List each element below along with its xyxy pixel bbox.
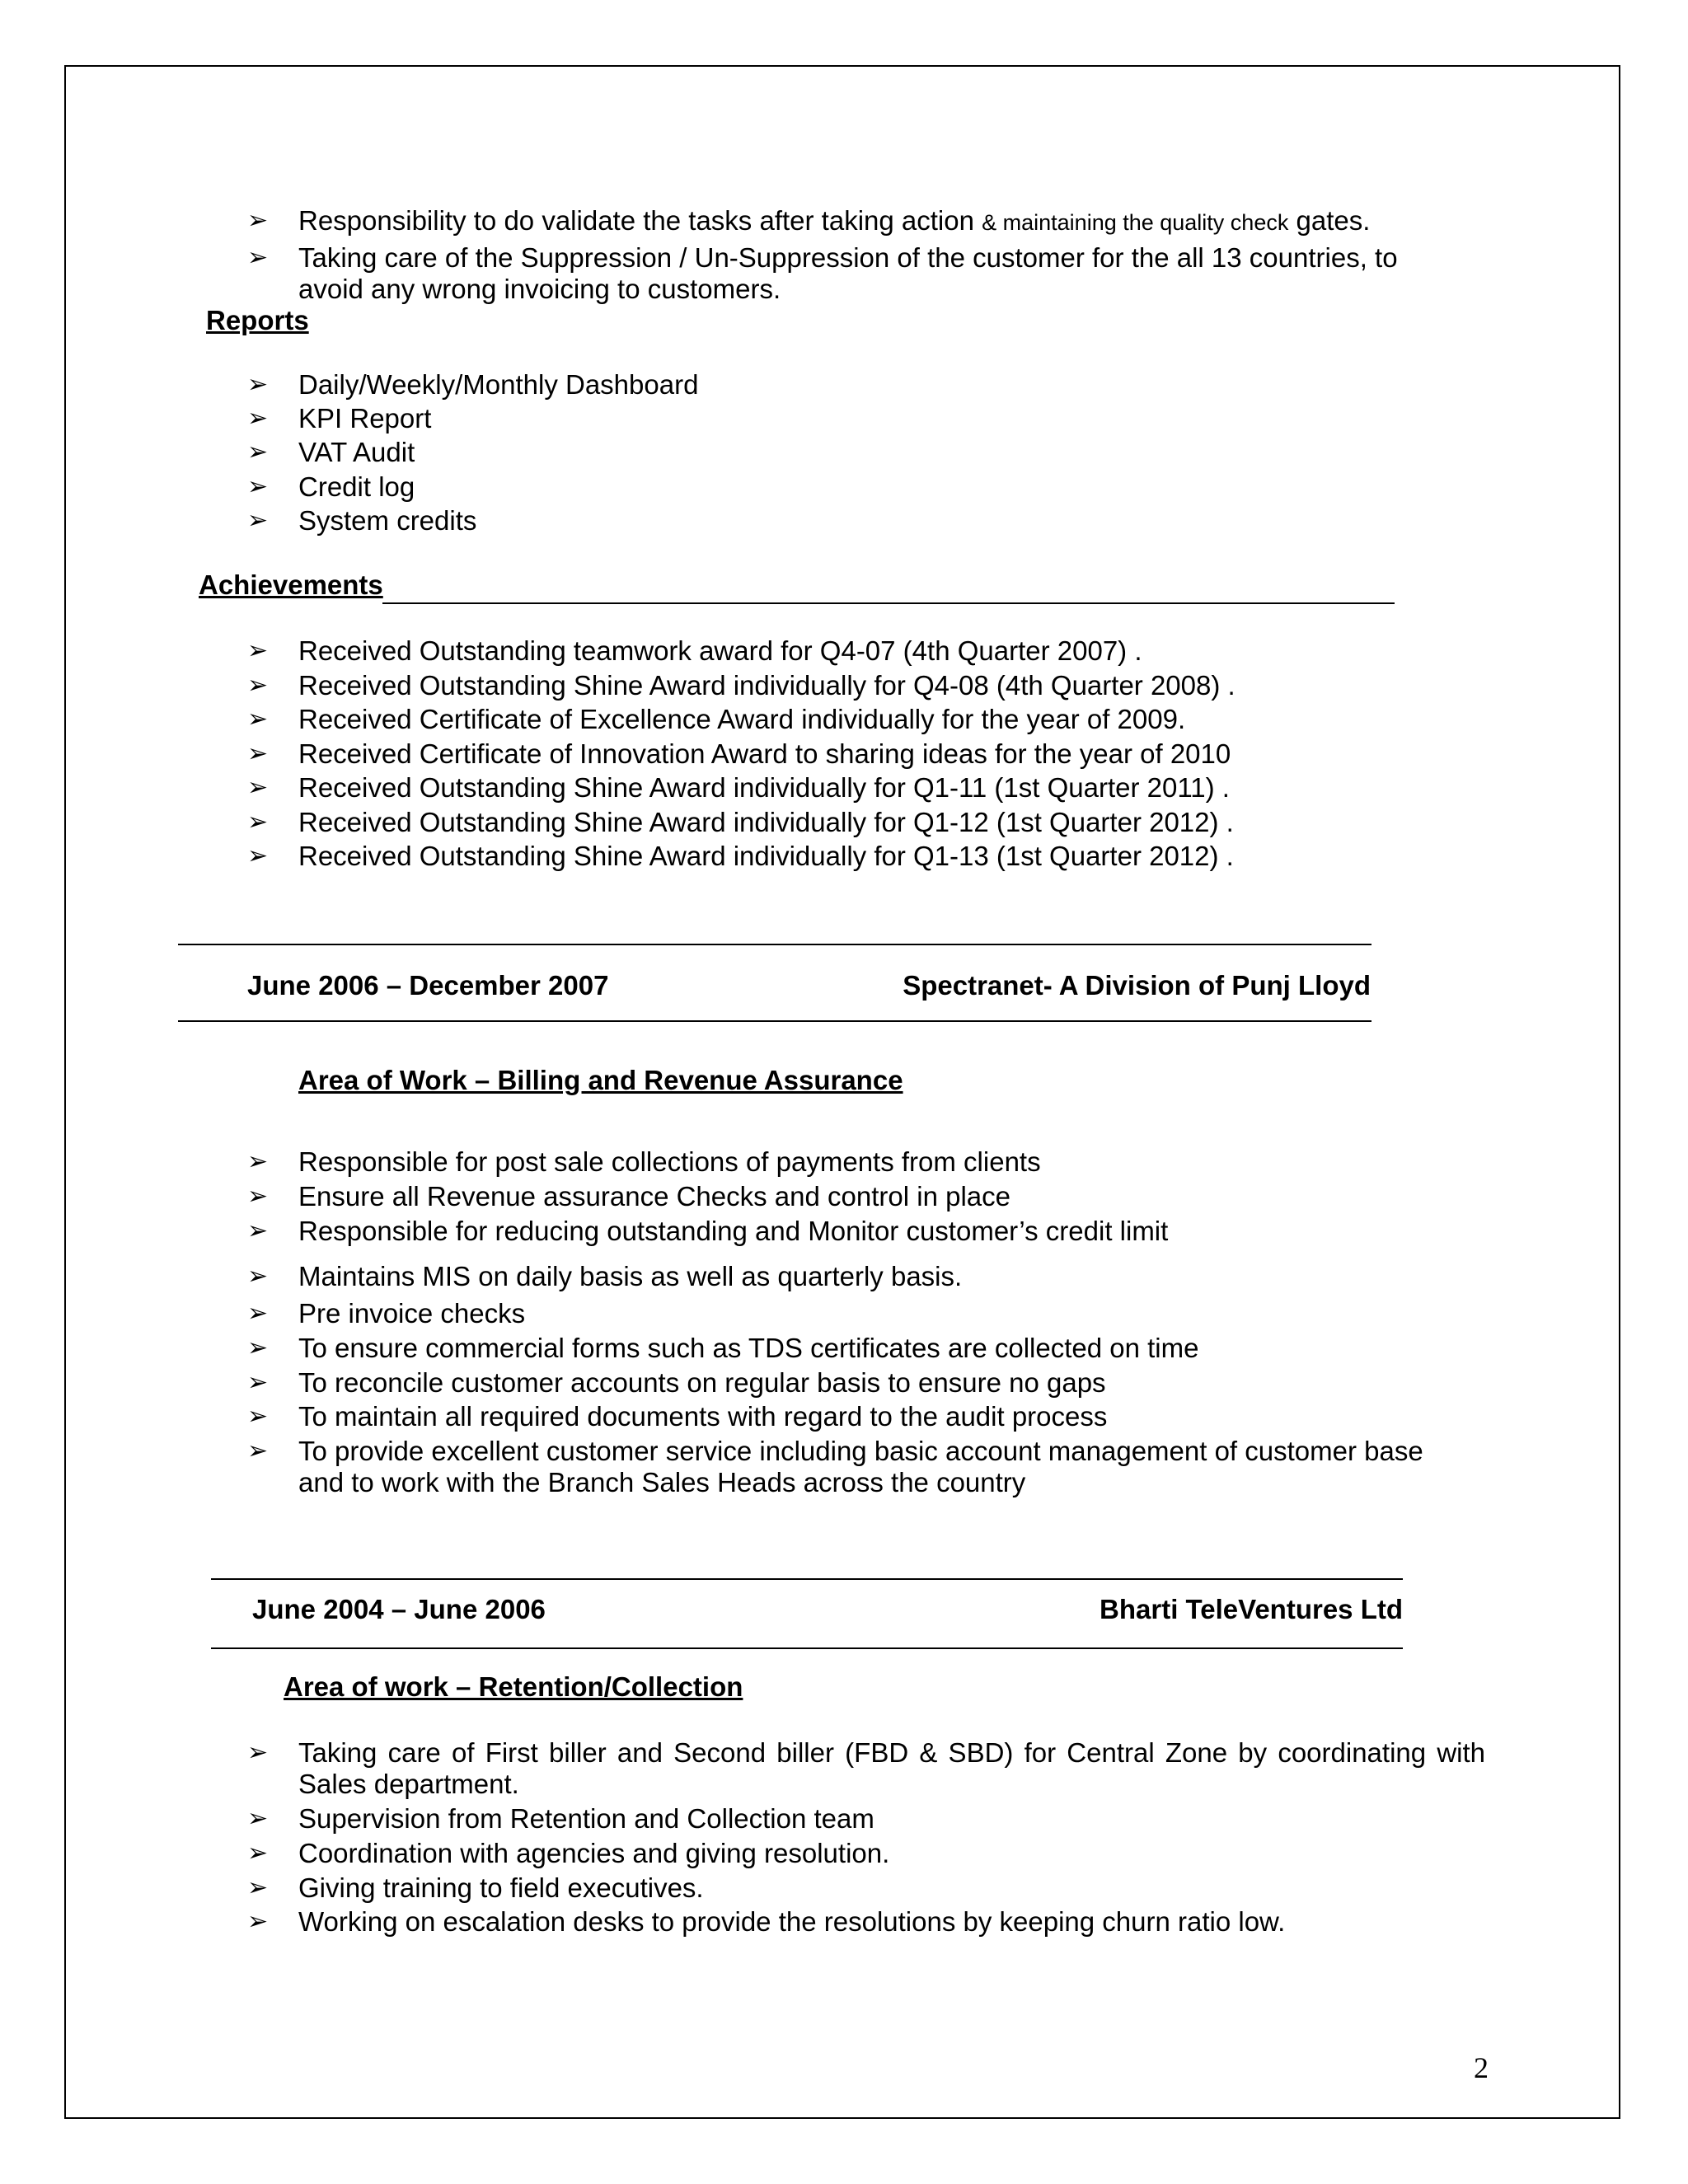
job1-item: Pre invoice checks <box>298 1298 526 1329</box>
intro-item-2-line2: avoid any wrong invoicing to customers. <box>298 274 781 304</box>
intro-item-1: Responsibility to do validate the tasks after taking action & maintaining the quality check gates. <box>298 205 1371 236</box>
achievements-underline <box>382 602 1395 604</box>
job2-first-item-line2: Sales department. <box>298 1769 519 1799</box>
bullet-icon: ➢ <box>247 1908 269 1935</box>
bullet-icon: ➢ <box>247 637 269 664</box>
bullet-icon: ➢ <box>247 473 269 500</box>
bullet-icon: ➢ <box>247 1805 269 1832</box>
bullet-icon: ➢ <box>247 1403 269 1430</box>
bullet-icon: ➢ <box>247 740 269 767</box>
bullet-icon: ➢ <box>247 438 269 466</box>
bullet-icon: ➢ <box>247 207 269 234</box>
bullet-icon: ➢ <box>247 808 269 836</box>
job1-item: Responsible for reducing outstanding and Monitor customer’s credit limit <box>298 1216 1169 1246</box>
bullet-icon: ➢ <box>247 1263 269 1290</box>
bullet-icon: ➢ <box>247 1739 269 1766</box>
job2-item: Working on escalation desks to provide the resolutions by keeping churn ratio low. <box>298 1906 1286 1937</box>
achievement-item: Received Outstanding Shine Award individually for Q1-11 (1st Quarter 2011) . <box>298 772 1230 803</box>
job2-area-heading: Area of work – Retention/Collection <box>284 1671 743 1702</box>
bullet-icon: ➢ <box>247 405 269 432</box>
bullet-icon: ➢ <box>247 705 269 733</box>
achievement-item: Received Outstanding Shine Award individually for Q1-13 (1st Quarter 2012) . <box>298 841 1234 871</box>
job1-top-rule <box>178 944 1372 945</box>
job1-company: Spectranet- A Division of Punj Lloyd <box>903 970 1371 1001</box>
job1-item: To maintain all required documents with regard to the audit process <box>298 1401 1108 1432</box>
job1-last-item-line2: and to work with the Branch Sales Heads across the country <box>298 1467 1026 1497</box>
report-item: System credits <box>298 505 477 536</box>
bullet-icon: ➢ <box>247 507 269 534</box>
bullet-icon: ➢ <box>247 371 269 398</box>
bullet-icon: ➢ <box>247 1148 269 1175</box>
job2-item: Supervision from Retention and Collection team <box>298 1803 874 1834</box>
job1-last-item-line1: To provide excellent customer service including basic account management of customer base <box>298 1436 1423 1466</box>
bullet-icon: ➢ <box>247 1437 269 1465</box>
report-item: VAT Audit <box>298 437 415 467</box>
report-item: KPI Report <box>298 403 432 434</box>
job1-area-heading: Area of Work – Billing and Revenue Assurance <box>298 1065 903 1095</box>
achievement-item: Received Outstanding Shine Award individually for Q1-12 (1st Quarter 2012) . <box>298 807 1234 837</box>
bullet-icon: ➢ <box>247 774 269 801</box>
bullet-icon: ➢ <box>247 1183 269 1210</box>
reports-heading: Reports <box>206 305 309 335</box>
job2-bottom-rule <box>211 1647 1403 1649</box>
bullet-icon: ➢ <box>247 1369 269 1396</box>
job1-item: Maintains MIS on daily basis as well as quarterly basis. <box>298 1261 963 1291</box>
job2-item: Giving training to field executives. <box>298 1872 704 1903</box>
job2-first-item-line1: Taking care of First biller and Second biller (FBD & SBD) for Central Zone by coordinating with <box>298 1737 1485 1768</box>
report-item: Daily/Weekly/Monthly Dashboard <box>298 369 699 400</box>
bullet-icon: ➢ <box>247 1217 269 1244</box>
report-item: Credit log <box>298 471 415 502</box>
bullet-icon: ➢ <box>247 1300 269 1327</box>
bullet-icon: ➢ <box>247 842 269 869</box>
bullet-icon: ➢ <box>247 672 269 699</box>
achievement-item: Received Outstanding Shine Award individually for Q4-08 (4th Quarter 2008) . <box>298 670 1236 701</box>
job1-item: Responsible for post sale collections of payments from clients <box>298 1146 1041 1177</box>
job1-item: To reconcile customer accounts on regular basis to ensure no gaps <box>298 1367 1106 1398</box>
page-number: 2 <box>1474 2051 1489 2084</box>
achievements-heading: Achievements <box>199 569 383 600</box>
bullet-icon: ➢ <box>247 1840 269 1867</box>
job1-bottom-rule <box>178 1020 1372 1022</box>
bullet-icon: ➢ <box>247 1874 269 1901</box>
job1-item: To ensure commercial forms such as TDS certificates are collected on time <box>298 1333 1199 1363</box>
job2-company: Bharti TeleVentures Ltd <box>1100 1594 1403 1624</box>
achievement-item: Received Certificate of Innovation Award to sharing ideas for the year of 2010 <box>298 738 1231 769</box>
achievement-item: Received Certificate of Excellence Award individually for the year of 2009. <box>298 704 1186 734</box>
bullet-icon: ➢ <box>247 1334 269 1361</box>
job2-item: Coordination with agencies and giving resolution. <box>298 1838 890 1868</box>
intro-item-2-line1: Taking care of the Suppression / Un-Suppression of the customer for the all 13 countries, to <box>298 242 1398 273</box>
job1-item: Ensure all Revenue assurance Checks and control in place <box>298 1181 1010 1212</box>
bullet-icon: ➢ <box>247 244 269 271</box>
job2-dates: June 2004 – June 2006 <box>252 1594 546 1624</box>
job1-dates: June 2006 – December 2007 <box>247 970 609 1001</box>
achievement-item: Received Outstanding teamwork award for Q4-07 (4th Quarter 2007) . <box>298 635 1142 666</box>
job2-top-rule <box>211 1578 1403 1580</box>
